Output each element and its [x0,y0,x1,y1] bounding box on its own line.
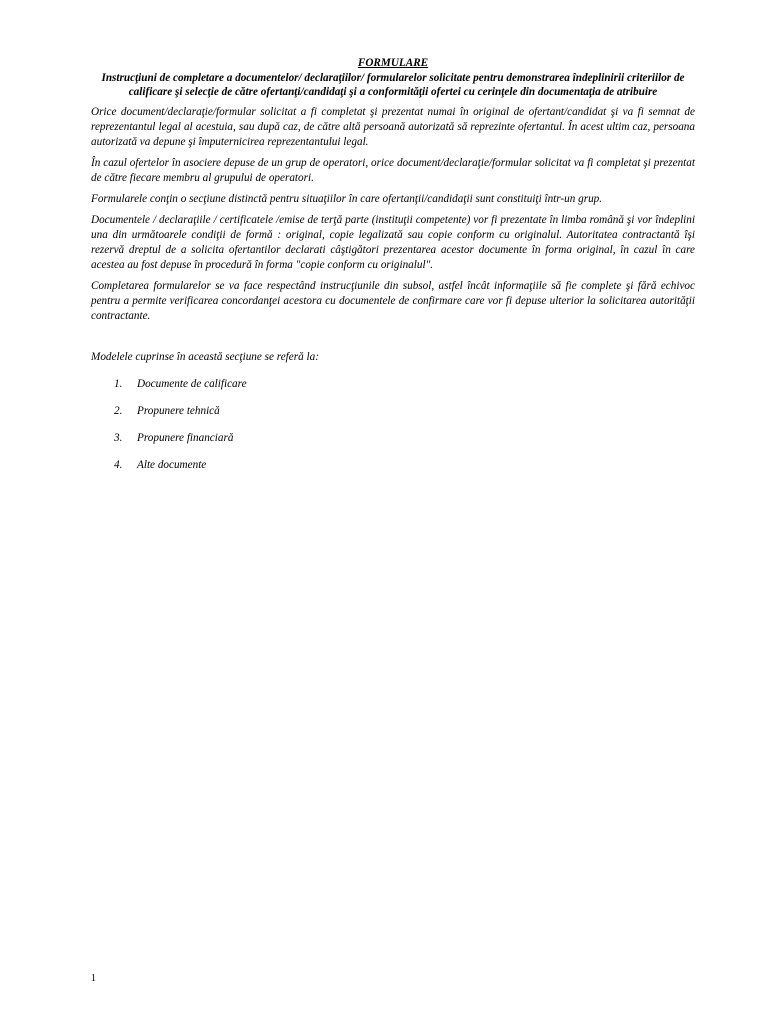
document-body [91,56,695,485]
document-title: FORMULARE [357,57,429,69]
list-item-label: Alte documente [137,459,207,471]
list-item [91,377,695,404]
list-item-label: Propunere tehnică [137,405,220,417]
list-item-label: Propunere financiară [137,432,234,444]
list-item-label: Documente de calificare [137,378,247,390]
list-item [91,404,695,431]
paragraph-group-section: Formularele conţin o secţiune distinctă pentru situaţiilor în care ofertanţii/candidaţii sunt constituiţi într-un grup. [91,193,603,205]
list-item-number: 1. [114,378,123,390]
page-number: 1 [91,973,96,984]
document-subtitle: Instrucţiuni de completare a documentelor/ declaraţiilor/ formularelor solicitate pentru demonstrarea îndeplinirii criteriilor de calificare şi selecţie de către ofertanţi/candidaţi şi a conformităţii ofertei cu cerinţele din documentaţia de atribuire [101,72,685,98]
list-item-number: 2. [114,405,123,417]
paragraph-original-signature: Orice document/declaraţie/formular solicitat a fi completat şi prezentat numai în original de ofertant/candidat şi va fi semnat de reprezentantul legal al acestuia, sau după caz, de către altă persoană autorizată să reprezinte ofertantul. În acest ultim caz, persoana autorizată va depune şi împuternicirea reprezentantului legal. [91,106,695,148]
paragraph-third-party-documents: Documentele / declaraţiile / certificatele /emise de terţă parte (instituţii competente) vor fi prezentate în limba română şi vor îndeplini una din următoarele condiţii de formă : original, copie legalizată sau copie conform cu originalul. Autoritatea contractantă îşi rezervă dreptul de a solicita ofertantilor declarati câştigători prezentarea acestor documente în forma original, în cazul în care acestea au fost depuse în procedură în forma "copie conform cu originalul". [91,214,695,271]
paragraph-association-offers: În cazul ofertelor în asociere depuse de un grup de operatori, orice document/declaraţie/formular solicitat va fi completat şi prezentat de către fiecare membru al grupului de operatori. [91,157,695,184]
list-item-number: 3. [114,432,123,444]
list-item [91,458,695,485]
models-intro: Modelele cuprinse în această secţiune se referă la: [91,351,319,363]
paragraph-form-completion: Completarea formularelor se va face respectând instrucţiunile din subsol, astfel încât informaţiile să fie complete şi fără echivoc pentru a permite verificarea concordanţei acestora cu documentele de confirmare care vor fi depuse ulterior la solicitarea autorităţii contractante. [91,280,695,322]
list-item [91,431,695,458]
models-list [91,377,695,485]
list-item-number: 4. [114,459,123,471]
